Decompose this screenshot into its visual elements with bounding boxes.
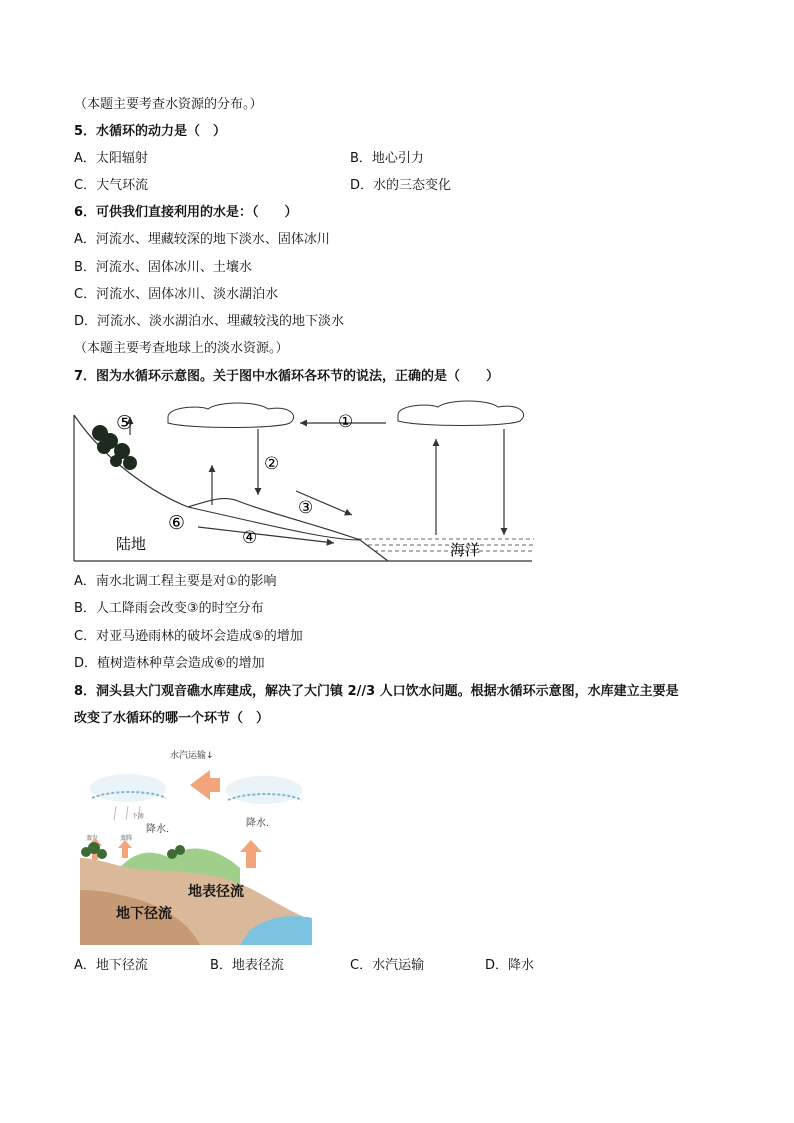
q6-stem: 6．可供我们直接利用的水是：（ ） — [74, 205, 298, 220]
q5-option-c[interactable]: C．大气环流 — [74, 178, 149, 193]
small-label-2: 蒸腾 — [120, 835, 133, 842]
q6-note: （本题主要考查地球上的淡水资源。） — [74, 341, 289, 356]
q8-option-a[interactable]: A．地下径流 — [74, 958, 148, 973]
sea-label: 海洋 — [450, 541, 481, 559]
q6-option-c[interactable]: C．河流水、固体冰川、淡水湖泊水 — [74, 287, 279, 302]
cloud-right — [398, 401, 524, 426]
marker-3: ③ — [298, 498, 314, 518]
precip-left-label: 降水. — [146, 824, 170, 835]
land-label: 陆地 — [116, 535, 147, 553]
q4-note: （本题主要考查水资源的分布。） — [74, 97, 263, 112]
q6-option-a[interactable]: A．河流水、埋藏较深的地下淡水、固体冰川 — [74, 232, 330, 247]
marker-1: ① — [338, 412, 354, 432]
water-cycle-diagram-2 — [80, 740, 312, 945]
cloud-left-2 — [90, 774, 166, 802]
q6-option-b[interactable]: B．河流水、固体冰川、土壤水 — [74, 260, 252, 275]
q7-option-a[interactable]: A．南水北调工程主要是对①的影响 — [74, 574, 277, 589]
q5-option-d[interactable]: D．水的三态变化 — [350, 178, 452, 193]
q8-option-b[interactable]: B．地表径流 — [210, 958, 284, 973]
q7-option-d[interactable]: D．植树造林种草会造成⑥的增加 — [74, 656, 265, 671]
q6-option-d[interactable]: D．河流水、淡水湖泊水、埋藏较浅的地下淡水 — [74, 314, 345, 329]
cloud-right-2 — [226, 776, 302, 804]
marker-5: ⑤ — [116, 412, 134, 434]
small-label-3: 下渗 — [132, 813, 145, 820]
marker-6: ⑥ — [168, 512, 186, 534]
marker-2: ② — [264, 454, 280, 474]
q5-option-b[interactable]: B．地心引力 — [350, 151, 424, 166]
q8-stem-line1: 8．洞头县大门观音礁水库建成，解决了大门镇 2//3 人口饮水问题。根据水循环示意图，水库建立主要是 — [74, 684, 679, 699]
vapor-label: 水汽运输↓ — [170, 751, 214, 761]
sea-surface — [358, 539, 534, 551]
cloud-left — [168, 403, 294, 428]
surface-runoff-label: 地表径流 — [188, 884, 244, 900]
q7-option-b[interactable]: B．人工降雨会改变③的时空分布 — [74, 601, 264, 616]
q5-stem: 5．水循环的动力是（ ） — [74, 124, 227, 139]
small-label-1: 蒸发 — [86, 835, 99, 842]
q5-option-a[interactable]: A．太阳辐射 — [74, 151, 148, 166]
precip-right-label: 降水. — [246, 818, 270, 829]
q8-option-d[interactable]: D．降水 — [485, 958, 535, 973]
ground-runoff-label: 地下径流 — [116, 906, 172, 922]
q7-option-c[interactable]: C．对亚马逊雨林的破坏会造成⑤的增加 — [74, 629, 303, 644]
q7-stem: 7．图为水循环示意图。关于图中水循环各环节的说法，正确的是（ ） — [74, 369, 500, 384]
water-cycle-diagram-1 — [68, 395, 538, 567]
marker-4: ④ — [242, 528, 258, 548]
q8-option-c[interactable]: C．水汽运输 — [350, 958, 425, 973]
q8-stem-line2: 改变了水循环的哪一个环节（ ） — [74, 711, 270, 726]
